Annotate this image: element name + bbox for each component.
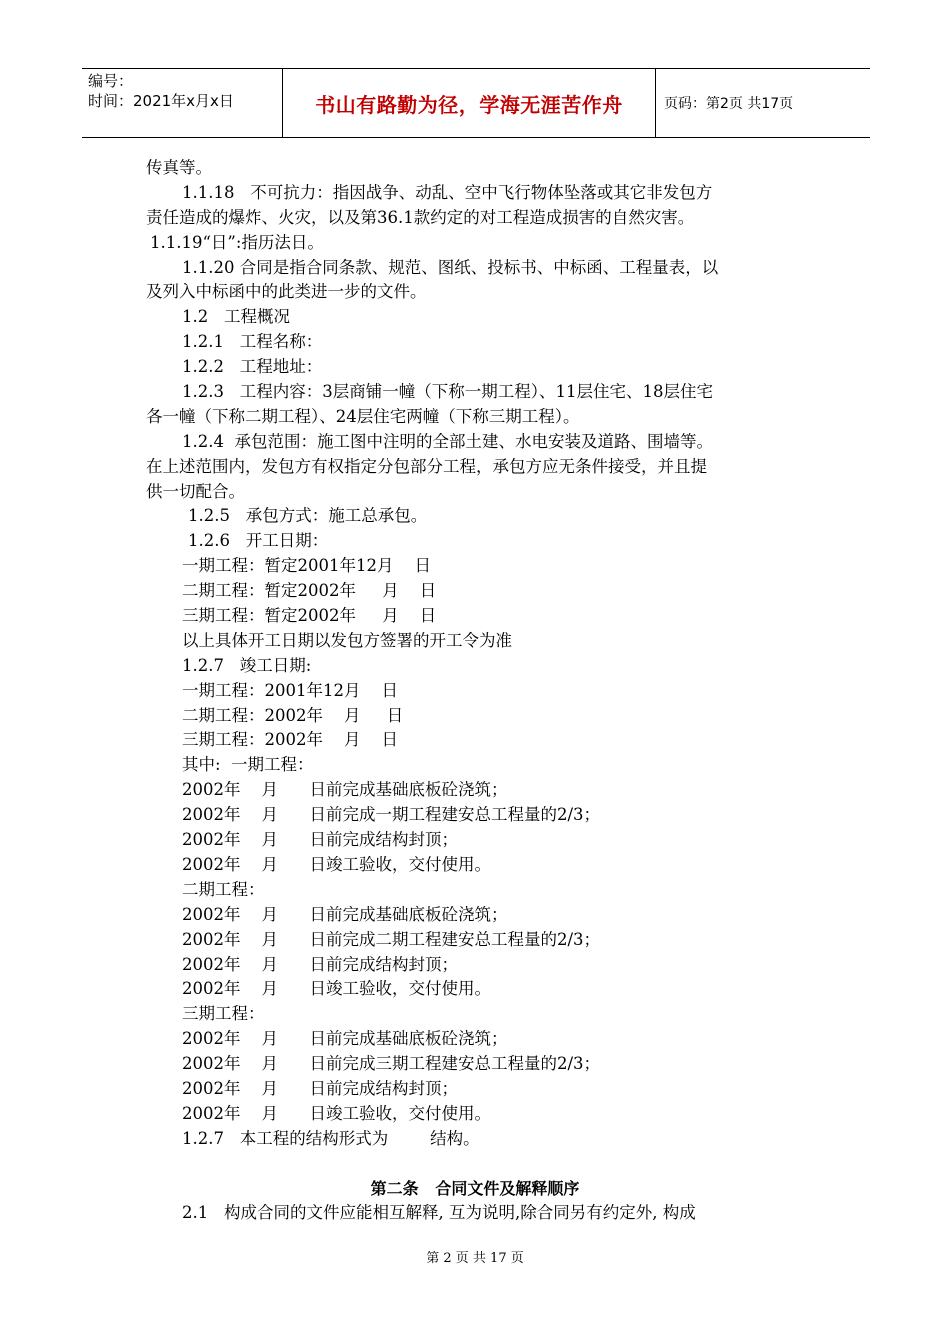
text-line: 1.2.5 承包方式：施工总承包。 [188, 506, 428, 526]
text-line: 1.2.1 工程名称： [182, 332, 323, 352]
text-line: 三期工程：2002年 月 日 [182, 730, 398, 750]
text-line: 2002年 月 日前完成基础底板砼浇筑； [182, 780, 508, 800]
text-line: 一期工程：2001年12月 日 [182, 680, 398, 700]
text-line: 2002年 月 日前完成二期工程建安总工程量的2/3； [182, 929, 600, 949]
text-line: 1.1.19“日”:指历法日。 [150, 232, 324, 252]
document-body [0, 156, 950, 1226]
text-line: 2002年 月 日前完成结构封顶； [182, 1078, 458, 1098]
number-label: 编号： [88, 72, 134, 90]
text-line: 1.2.7 本工程的结构形式为 结构。 [182, 1128, 480, 1148]
text-line: 其中: 一期工程： [182, 755, 314, 775]
header-meta [82, 69, 282, 137]
text-line: 2002年 月 日竣工验收，交付使用。 [182, 979, 491, 999]
text-line: 2002年 月 日前完成结构封顶； [182, 830, 458, 850]
section-heading: 第二条 合同文件及解释顺序 [370, 1178, 580, 1198]
text-line: 三期工程：暂定2002年 月 日 [182, 606, 437, 626]
text-line: 2002年 月 日前完成基础底板砼浇筑； [182, 1029, 508, 1049]
text-line: 2002年 月 日前完成基础底板砼浇筑； [182, 904, 508, 924]
header-page-info: 页码：第2页 共17页 [664, 96, 794, 112]
text-line: 传真等。 [146, 158, 212, 177]
text-line: 2002年 月 日前完成三期工程建安总工程量的2/3； [182, 1054, 600, 1074]
text-line: 一期工程：暂定2001年12月 日 [182, 556, 431, 576]
text-line: 1.2.7 竣工日期: [182, 655, 312, 675]
text-line: 1.2 工程概况 [182, 307, 290, 327]
text-line: 1.1.20 合同是指合同条款、规范、图纸、投标书、中标函、工程量表，以 [182, 257, 719, 277]
text-line: 1.2.6 开工日期： [188, 531, 329, 551]
text-line: 供一切配合。 [146, 481, 245, 501]
text-line: 在上述范围内，发包方有权指定分包部分工程，承包方应无条件接受，并且提 [146, 456, 707, 476]
text-line: 2002年 月 日前完成一期工程建安总工程量的2/3； [182, 805, 600, 825]
text-line: 2002年 月 日竣工验收，交付使用。 [182, 854, 491, 874]
text-line: 以上具体开工日期以发包方签署的开工令为准 [182, 630, 512, 650]
text-line: 1.1.18 不可抗力：指因战争、动乱、空中飞行物体坠落或其它非发包方 [182, 182, 713, 202]
text-line: 责任造成的爆炸、火灾，以及第36.1款约定的对工程造成损害的自然灾害。 [146, 207, 695, 227]
text-line: 2002年 月 日前完成结构封顶； [182, 954, 458, 974]
text-line: 1.2.2 工程地址： [182, 357, 323, 377]
page-header [82, 68, 870, 138]
text-line: 1.2.4 承包范围：施工图中注明的全部土建、水电安装及道路、围墙等。 [182, 431, 713, 451]
time-label: 时间：2021年x月x日 [88, 92, 234, 110]
text-line: 2.1 构成合同的文件应能相互解释, 互为说明,除合同另有约定外, 构成 [182, 1203, 696, 1223]
page-footer: 第 2 页 共 17 页 [426, 1251, 524, 1266]
text-line: 二期工程：暂定2002年 月 日 [182, 581, 437, 601]
text-line: 二期工程：2002年 月 日 [182, 705, 404, 725]
text-line: 三期工程： [182, 1004, 265, 1024]
text-line: 及列入中标函中的此类进一步的文件。 [146, 282, 427, 302]
text-line: 二期工程： [182, 879, 265, 899]
text-line: 1.2.3 工程内容：3层商铺一幢（下称一期工程）、11层住宅、18层住宅 [182, 382, 713, 402]
header-motto: 书山有路勤为径，学海无涯苦作舟 [282, 69, 656, 137]
blank-line [0, 1152, 950, 1177]
text-line: 各一幢（下称二期工程）、24层住宅两幢（下称三期工程）。 [146, 406, 580, 426]
text-line: 2002年 月 日竣工验收，交付使用。 [182, 1103, 491, 1123]
